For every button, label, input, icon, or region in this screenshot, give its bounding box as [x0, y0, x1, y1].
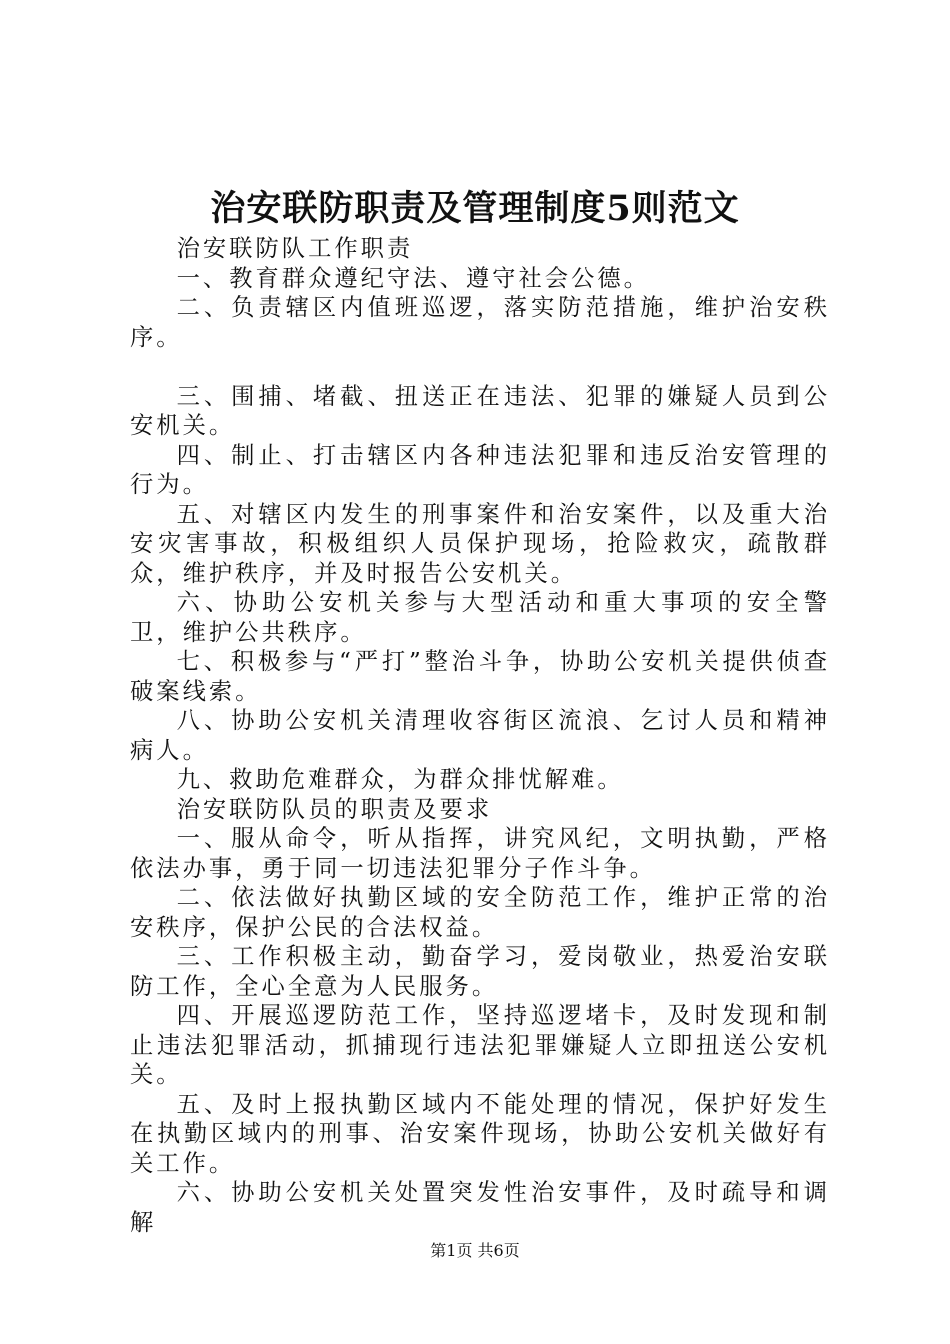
- paragraph: 九、救助危难群众，为群众排忧解难。: [176, 766, 624, 793]
- page-number: 第1页 共6页: [430, 1241, 520, 1260]
- paragraph: 七、积极参与“严打”整治斗争，协助公安机关提供侦查破案线索。: [130, 648, 830, 705]
- document-title: 治安联防职责及管理制度5则范文: [210, 188, 740, 229]
- paragraph: 六、协助公安机关处置突发性治安事件，及时疏导和调解: [130, 1179, 830, 1236]
- paragraph: 一、教育群众遵纪守法、遵守社会公德。: [176, 264, 650, 292]
- section-heading: 治安联防队工作职责: [176, 235, 414, 262]
- paragraph: 三、工作积极主动，勤奋学习，爱岗敬业，热爱治安联防工作，全心全意为人民服务。: [130, 943, 830, 1000]
- section-heading: 治安联防队员的职责及要求: [176, 795, 493, 823]
- paragraph: 八、协助公安机关清理收容街区流浪、乞讨人员和精神病人。: [130, 707, 830, 764]
- document-body: [130, 234, 830, 1237]
- paragraph: 五、对辖区内发生的刑事案件和治安案件，以及重大治安灾害事故，积极组织人员保护现场，抢险救灾，疏散群众，维护秩序，并及时报告公安机关。: [130, 500, 830, 587]
- paragraph: 五、及时上报执勤区域内不能处理的情况，保护好发生在执勤区域内的刑事、治安案件现场，协助公安机关做好有关工作。: [130, 1090, 830, 1177]
- paragraph: 六、协助公安机关参与大型活动和重大事项的安全警卫，维护公共秩序。: [130, 589, 830, 646]
- paragraph: 一、服从命令，听从指挥，讲究风纪，文明执勤，严格依法办事，勇于同一切违法犯罪分子作斗争。: [130, 825, 830, 882]
- paragraph: 二、依法做好执勤区域的安全防范工作，维护正常的治安秩序，保护公民的合法权益。: [130, 884, 830, 941]
- paragraph: 四、制止、打击辖区内各种违法犯罪和违反治安管理的行为。: [130, 441, 830, 498]
- paragraph: 二、负责辖区内值班巡逻，落实防范措施，维护治安秩序。: [130, 294, 830, 351]
- paragraph: 四、开展巡逻防范工作，坚持巡逻堵卡，及时发现和制止违法犯罪活动，抓捕现行违法犯罪嫌疑人立即扭送公安机关。: [130, 1002, 830, 1088]
- paragraph: 三、围捕、堵截、扭送正在违法、犯罪的嫌疑人员到公安机关。: [130, 382, 830, 439]
